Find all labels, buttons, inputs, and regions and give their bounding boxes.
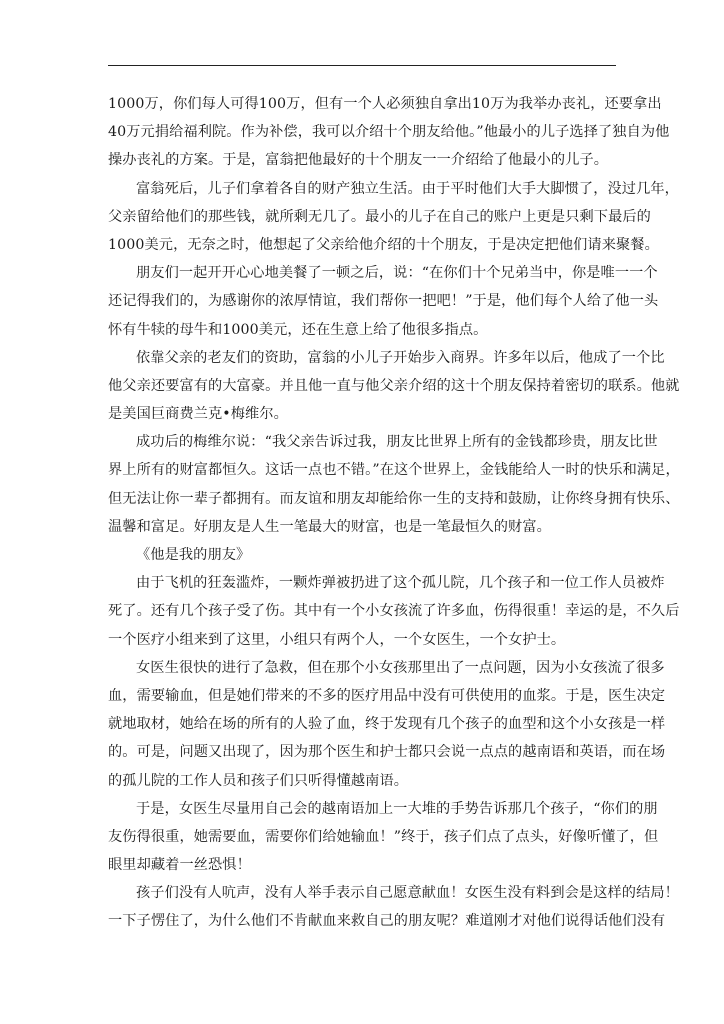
- text-line: 由于飞机的狂轰滥炸，一颗炸弹被扔进了这个孤儿院，几个孩子和一位工作人员被炸: [136, 575, 665, 592]
- text-line: 但无法让你一辈子都拥有。而友谊和朋友却能给你一生的支持和鼓励，让你终身拥有快乐、: [108, 490, 680, 507]
- text-line: 成功后的梅维尔说：“我父亲告诉过我，朋友比世界上所有的金钱都珍贵，朋友比世: [136, 434, 658, 451]
- text-line: 的孤儿院的工作人员和孩子们只听得懂越南语。: [108, 772, 409, 789]
- body-text: [108, 90, 680, 936]
- text-line: 血，需要输血，但是她们带来的不多的医疗用品中没有可供使用的血浆。于是，医生决定: [108, 687, 666, 704]
- text-line: 友伤得很重，她需要血，需要你们给她输血！”终于，孩子们点了点头，好像听懂了，但: [108, 828, 659, 845]
- text-line: 1000万，你们每人可得100万，但有一个人必须独自拿出10万为我举办丧礼，还要拿出: [108, 96, 662, 112]
- text-line: 怀有牛犊的母牛和1000美元，还在生意上给了他很多指点。: [108, 321, 488, 338]
- text-line: 的。可是，问题又出现了，因为那个医生和护士都只会说一点点的越南语和英语，而在场: [108, 744, 666, 761]
- text-line: 一个医疗小组来到了这里，小组只有两个人，一个女医生，一个女护士。: [108, 631, 566, 648]
- text-line: 父亲留给他们的那些钱，就所剩无几了。最小的儿子在自己的账户上更是只剩下最后的: [108, 208, 651, 225]
- text-line: 就地取材，她给在场的所有的人验了血，终于发现有几个孩子的血型和这个小女孩是一样: [108, 716, 666, 733]
- text-line: 1000美元，无奈之时，他想起了父亲给他介绍的十个朋友，于是决定把他们请来聚餐。: [108, 236, 659, 253]
- text-line: 一下子愣住了，为什么他们不肯献血来救自己的朋友呢？难道刚才对他们说得话他们没有: [108, 913, 666, 930]
- section-title: 《他是我的朋友》: [136, 547, 251, 563]
- text-line: 朋友们一起开开心心地美餐了一顿之后，说：“在你们十个兄弟当中，你是唯一一个: [136, 265, 658, 282]
- text-line: 还记得我们的，为感谢你的浓厚情谊，我们帮你一把吧！”于是，他们每个人给了他一头: [108, 293, 659, 310]
- text-line: 依靠父亲的老友们的资助，富翁的小儿子开始步入商界。许多年以后，他成了一个比: [136, 349, 665, 366]
- text-line: 40万元捐给福利院。作为补偿，我可以介绍十个朋友给他。”他最小的儿子选择了独自为他: [108, 124, 670, 141]
- text-line: 富翁死后，儿子们拿着各自的财产独立生活。由于平时他们大手大脚惯了，没过几年，: [136, 180, 679, 197]
- text-line: 女医生很快的进行了急救，但在那个小女孩那里出了一点问题，因为小女孩流了很多: [136, 659, 665, 676]
- text-line: 眼里却藏着一丝恐惧！: [108, 857, 251, 874]
- header-rule: [108, 65, 616, 66]
- text-line: 于是，女医生尽量用自己会的越南语加上一大堆的手势告诉那几个孩子，“你们的朋: [136, 800, 658, 817]
- text-line: 孩子们没有人吭声，没有人举手表示自己愿意献血！女医生没有料到会是这样的结局！: [136, 885, 679, 902]
- text-line: 死了。还有几个孩子受了伤。其中有一个小女孩流了许多血，伤得很重！幸运的是，不久后: [108, 603, 680, 620]
- text-line: 是美国巨商费兰克•梅维尔。: [108, 406, 288, 423]
- text-line: 操办丧礼的方案。于是，富翁把他最好的十个朋友一一介绍给了他最小的儿子。: [108, 152, 609, 169]
- text-line: 界上所有的财富都恒久。这话一点也不错。”在这个世界上，金钱能给人一时的快乐和满足，: [108, 462, 680, 479]
- text-line: 他父亲还要富有的大富豪。并且他一直与他父亲介绍的这十个朋友保持着密切的联系。他就: [108, 377, 680, 394]
- text-line: 温馨和富足。好朋友是人生一笔最大的财富，也是一笔最恒久的财富。: [108, 518, 551, 535]
